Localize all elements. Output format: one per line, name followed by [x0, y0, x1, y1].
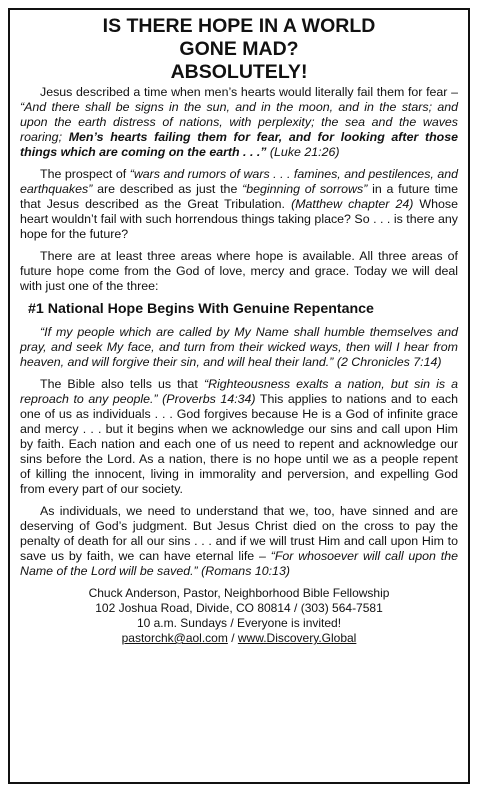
article-frame [8, 8, 470, 784]
footer [20, 586, 458, 646]
para2-text-1: The prospect of [40, 167, 130, 181]
para1-quote: “And there shall be signs in the sun, and in the moon, and in the stars; and upon the earth distress of nations, with perplexity; the sea and the waves roaring; [20, 100, 458, 144]
headline-line-1: IS THERE HOPE IN A WORLD [102, 15, 376, 37]
para2-reference: (Matthew chapter 24) [291, 197, 414, 211]
para2-quote-2: “beginning of sorrows” [242, 182, 368, 196]
paragraph-3: There are at least three areas where hope is available. All three areas of future hope come from the God of love, mercy and grace. Today we will deal with just one of the three: [20, 249, 458, 293]
para4-quote: “If my people which are called by My Name shall humble themselves and pray, and seek My face, and turn from their wicked ways, then will I hear from heaven, and will forgive their sin, and will heal their land.” (2 Chronicles 7:14) [20, 325, 458, 369]
para5-text-1: The Bible also tells us that [40, 377, 204, 391]
para1-reference: (Luke 21:26) [266, 145, 340, 159]
paragraph-5 [20, 377, 458, 497]
footer-links [20, 631, 458, 646]
headline-line-3: ABSOLUTELY! [170, 61, 308, 83]
footer-address: 102 Joshua Road, Divide, CO 80814 / (303) 564-7581 [95, 601, 383, 615]
footer-service-time: 10 a.m. Sundays / Everyone is invited! [136, 616, 342, 630]
paragraph-2 [20, 167, 458, 242]
website-link[interactable]: www.Discovery.Global [237, 631, 357, 645]
para1-text: Jesus described a time when men’s hearts would literally fail them for fear – [40, 85, 458, 99]
para1-bold-quote: Men’s hearts failing them for fear, and for looking after those things which are coming on the earth . . .” [20, 130, 458, 159]
para2-text-2: are described as just the [92, 182, 243, 196]
paragraph-1 [20, 85, 458, 160]
para6-quote: “For whosoever will call upon the Name of the Lord will be saved.” (Romans 10:13) [20, 549, 458, 578]
email-link[interactable]: pastorchk@aol.com [121, 631, 228, 645]
paragraph-6 [20, 504, 458, 579]
headline-line-2: GONE MAD? [179, 38, 299, 60]
subheading: #1 National Hope Begins With Genuine Repentance [28, 301, 374, 317]
footer-pastor: Chuck Anderson, Pastor, Neighborhood Bible Fellowship [88, 586, 390, 600]
para2-text-3: in a future time that Jesus described as the Great Tribulation. [20, 182, 458, 211]
headline [20, 15, 458, 84]
para6-text: As individuals, we need to understand that we, too, have sinned and are deserving of God’s judgment. But Jesus Christ died on the cross to pay the penalty of death for all our sins . . . and if we will trust Him and call upon Him to save us by faith, we can have eternal life – [20, 504, 458, 563]
paragraph-4 [20, 325, 458, 370]
para5-text-2: This applies to nations and to each one of us as individuals . . . God forgives because He is a God of infinite grace and mercy . . . but it begins when we acknowledge our sins and call upon Him by faith. Each nation and each one of us need to repent and acknowledge our sins before the Lord. As a nation, there is no hope until we as a people repent of killing the innocent, living in immorality and perversion, and expelling God from every part of our society. [20, 392, 458, 496]
para2-text-4: Whose heart wouldn’t fail with such horrendous things taking place? So . . . is there any hope for the future? [20, 197, 458, 241]
link-separator: / [227, 631, 238, 645]
para2-quote-1: “wars and rumors of wars . . . famines, and pestilences, and earthquakes” [20, 167, 458, 196]
para5-quote: “Righteousness exalts a nation, but sin is a reproach to any people.” (Proverbs 14:34) [20, 377, 458, 406]
